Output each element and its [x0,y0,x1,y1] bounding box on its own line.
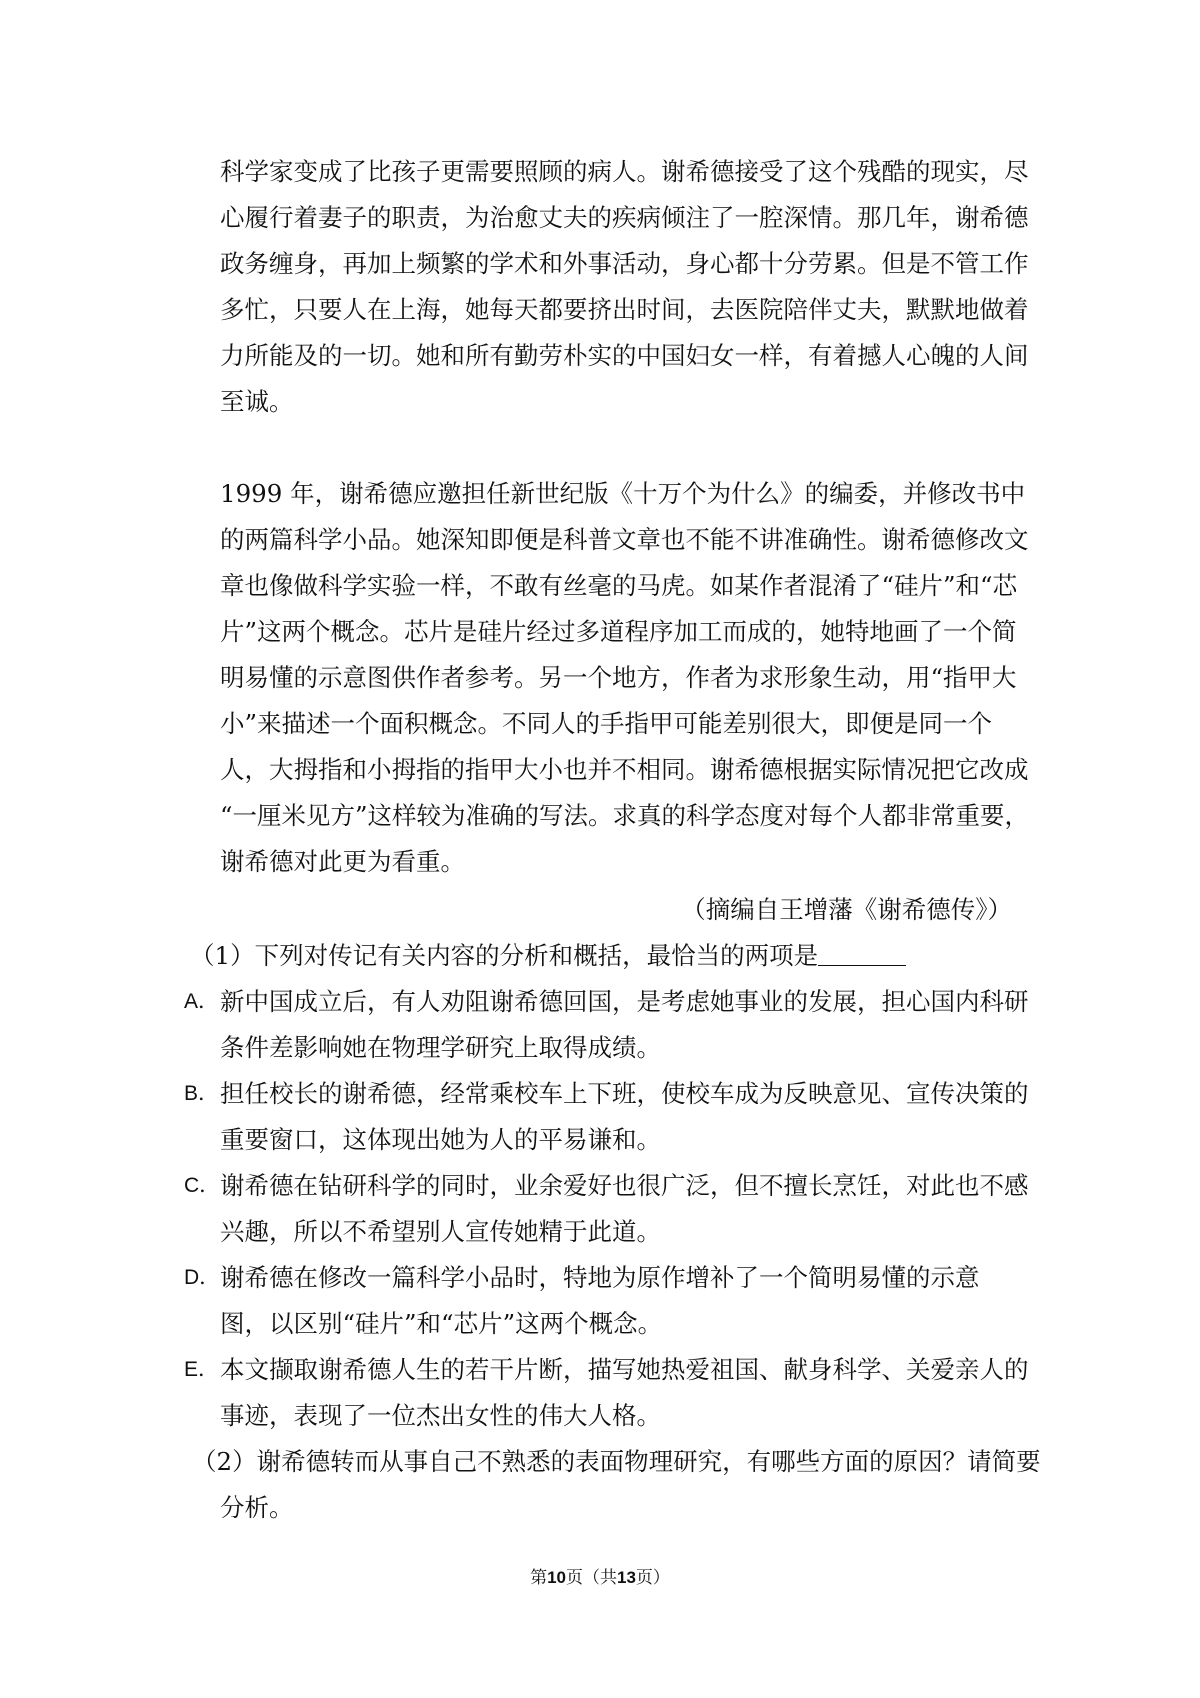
footer-middle: 页（共 [566,1568,617,1588]
passage-source: （摘编自王增藩《谢希德传》） [681,895,1012,924]
text-line: “一厘米见方”这样较为准确的写法。求真的科学态度对每个人都非常重要， [220,801,1030,830]
text-line: 担任校长的谢希德，经常乘校车上下班，使校车成为反映意见、宣传决策的 [220,1079,1029,1108]
text-line: 力所能及的一切。她和所有勤劳朴实的中国妇女一样，有着撼人心魄的人间 [220,341,1029,370]
footer-prefix: 第 [530,1568,548,1588]
question-2-text: 分析。 [220,1493,294,1522]
text-line: 人，大拇指和小拇指的指甲大小也并不相同。谢希德根据实际情况把它改成 [220,755,1029,784]
option-letter: D． [184,1266,221,1289]
text-line: 片”这两个概念。芯片是硅片经过多道程序加工而成的，她特地画了一个简 [220,617,1017,646]
question-2-text: （2）谢希德转而从事自己不熟悉的表面物理研究，有哪些方面的原因？请简要 [192,1447,1041,1476]
option-letter: A． [184,990,220,1013]
text-line: 多忙，只要人在上海，她每天都要挤出时间，去医院陪伴丈夫，默默地做着 [220,295,1029,324]
passage-paragraph-1 [220,149,1029,425]
passage-paragraph-2 [220,471,1030,885]
text-line: 章也像做科学实验一样，不敢有丝毫的马虎。如某作者混淆了“硅片”和“芯 [220,571,1018,600]
question-1-prompt [190,933,906,979]
text-line: 小”来描述一个面积概念。不同人的手指甲可能差别很大，即便是同一个 [220,709,993,738]
option-letter: C． [184,1174,221,1197]
text-line: 1999 年，谢希德应邀担任新世纪版《十万个为什么》的编委，并修改书中 [220,479,1026,508]
question-1-text: （1）下列对传记有关内容的分析和概括，最恰当的两项是 [190,941,819,970]
question-2 [192,1439,1041,1531]
text-line: 谢希德在钻研科学的同时，业余爱好也很广泛，但不擅长烹饪，对此也不感 [220,1171,1029,1200]
text-line: 谢希德对此更为看重。 [220,847,465,876]
option-letter: B． [184,1082,220,1105]
answer-blank[interactable] [818,939,906,966]
page-footer [0,1566,1200,1590]
text-line: 至诚。 [220,387,294,416]
text-line: 事迹，表现了一位杰出女性的伟大人格。 [220,1401,661,1430]
page-total: 13 [617,1568,636,1587]
text-line: 谢希德在修改一篇科学小品时，特地为原作增补了一个简明易懂的示意 [220,1263,980,1292]
text-line: 科学家变成了比孩子更需要照顾的病人。谢希德接受了这个残酷的现实，尽 [220,157,1029,186]
text-line: 条件差影响她在物理学研究上取得成绩。 [220,1033,661,1062]
footer-suffix: 页） [635,1568,670,1588]
text-line: 的两篇科学小品。她深知即便是科普文章也不能不讲准确性。谢希德修改文 [220,525,1029,554]
text-line: 图，以区别“硅片”和“芯片”这两个概念。 [220,1309,663,1338]
text-line: 新中国成立后，有人劝阻谢希德回国，是考虑她事业的发展，担心国内科研 [220,987,1029,1016]
text-line: 重要窗口，这体现出她为人的平易谦和。 [220,1125,661,1154]
option-letter: E． [184,1358,220,1381]
text-line: 本文撷取谢希德人生的若干片断，描写她热爱祖国、献身科学、关爱亲人的 [220,1355,1029,1384]
text-line: 心履行着妻子的职责，为治愈丈夫的疾病倾注了一腔深情。那几年，谢希德 [220,203,1029,232]
page-number: 10 [547,1568,566,1587]
text-line: 政务缠身，再加上频繁的学术和外事活动，身心都十分劳累。但是不管工作 [220,249,1029,278]
text-line: 兴趣，所以不希望别人宣传她精于此道。 [220,1217,661,1246]
text-line: 明易懂的示意图供作者参考。另一个地方，作者为求形象生动，用“指甲大 [220,663,1017,692]
